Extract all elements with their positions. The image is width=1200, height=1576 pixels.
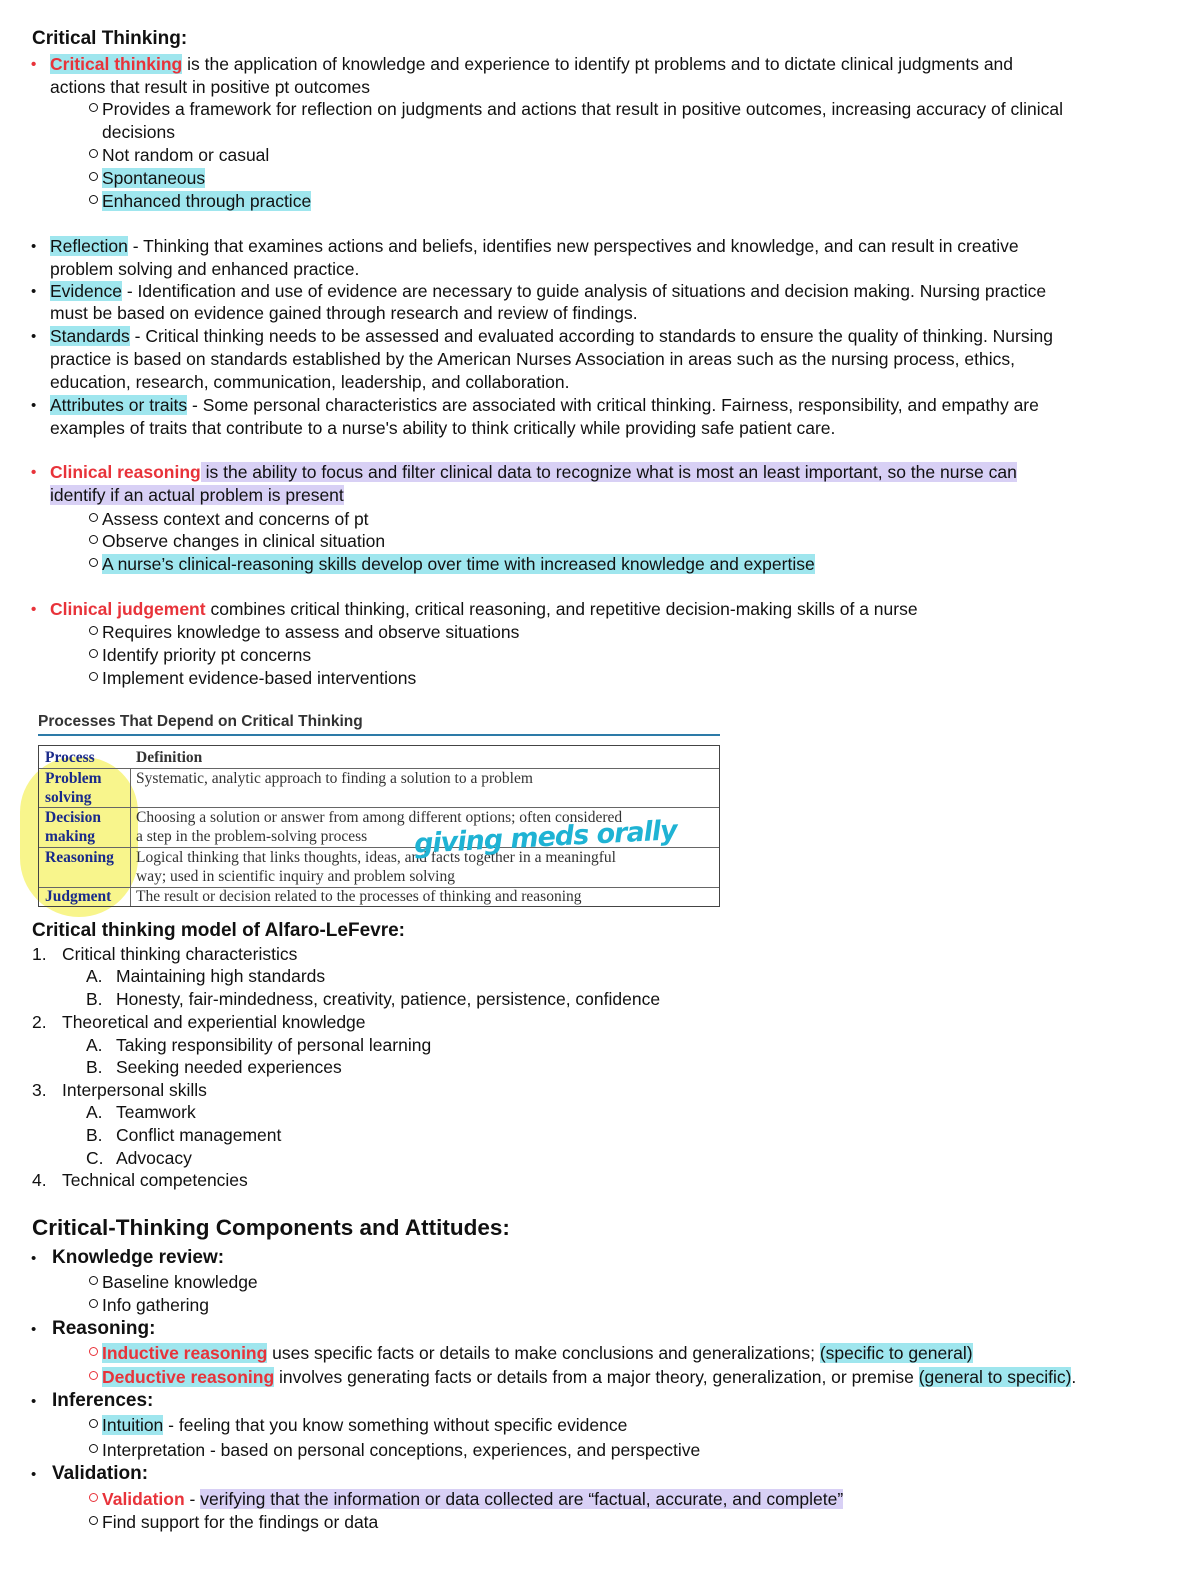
intuition-text: - feeling that you know something without specific evidence xyxy=(163,1415,628,1435)
cj-line xyxy=(50,598,918,621)
cj-sub-3: Implement evidence-based interventions xyxy=(102,668,417,688)
header-definition: Definition xyxy=(136,749,203,766)
model-item-3: Interpersonal skills xyxy=(62,1080,207,1100)
definition-line-1: Choosing a solution or answer from among different options; often considered xyxy=(136,809,623,826)
ct-sub-1b: decisions xyxy=(102,122,175,142)
validation-dash: - xyxy=(184,1489,201,1509)
circle-bullet-icon xyxy=(89,1419,98,1428)
cj-sub-1: Requires knowledge to assess and observe situations xyxy=(102,622,520,642)
model-item-2: Theoretical and experiential knowledge xyxy=(62,1012,366,1032)
cr-definition-text: is the ability to focus and filter clinical data to recognize what is most an least important, so the nurse can xyxy=(200,462,1017,482)
deductive-line xyxy=(102,1366,1076,1389)
cr-line-1 xyxy=(50,461,1017,484)
evidence-line-2: must be based on evidence gained through research and review of findings. xyxy=(50,303,638,323)
bullet-icon: • xyxy=(31,1466,37,1483)
inductive-tag: (specific to general) xyxy=(819,1343,973,1363)
knowledge-1: Baseline knowledge xyxy=(102,1272,258,1292)
model-item-3c: Advocacy xyxy=(116,1148,192,1168)
attributes-line-1 xyxy=(50,394,1039,417)
term-reflection: Reflection xyxy=(50,236,128,256)
process-line-1: Reasoning xyxy=(45,849,114,866)
term-evidence: Evidence xyxy=(50,281,122,301)
deductive-tag: (general to specific) xyxy=(918,1367,1072,1387)
bullet-icon: • xyxy=(31,601,37,618)
table-row xyxy=(39,847,719,888)
circle-bullet-icon xyxy=(89,1299,98,1308)
list-number: 4. xyxy=(32,1170,47,1190)
cj-definition-text: combines critical thinking, critical reasoning, and repetitive decision-making skills of a nurse xyxy=(205,599,918,619)
circle-bullet-icon xyxy=(89,1493,98,1502)
definition-line-1: Systematic, analytic approach to finding a solution to a problem xyxy=(136,770,533,787)
cr-sub-2: Observe changes in clinical situation xyxy=(102,531,386,551)
circle-bullet-icon xyxy=(89,1444,98,1453)
ct-definition-line-2: actions that result in positive pt outcomes xyxy=(50,77,371,97)
process-line-1: Problem xyxy=(45,770,102,787)
cr-line-2 xyxy=(50,484,344,507)
term-standards: Standards xyxy=(50,326,130,346)
bullet-icon: • xyxy=(31,1393,37,1410)
process-line-2: making xyxy=(45,828,95,845)
components-title: Critical-Thinking Components and Attitudes: xyxy=(32,1215,510,1240)
deductive-end: . xyxy=(1071,1367,1077,1387)
interpretation-line: Interpretation - based on personal conceptions, experiences, and perspective xyxy=(102,1440,701,1460)
table-row xyxy=(39,768,719,808)
model-item-2a: Taking responsibility of personal learning xyxy=(116,1035,432,1055)
ct-definition-text: is the application of knowledge and experience to identify pt problems and to dictate clinical judgments and xyxy=(182,54,1014,74)
circle-bullet-icon xyxy=(89,535,98,544)
model-item-1: Critical thinking characteristics xyxy=(62,944,298,964)
circle-bullet-icon xyxy=(89,195,98,204)
circle-bullet-icon xyxy=(89,649,98,658)
header-process: Process xyxy=(45,749,95,766)
ct-sub-3 xyxy=(102,167,205,190)
circle-bullet-icon xyxy=(89,1371,98,1380)
model-item-4: Technical competencies xyxy=(62,1170,248,1190)
definition-cell xyxy=(136,848,616,886)
process-cell xyxy=(45,808,101,846)
circle-bullet-icon xyxy=(89,1516,98,1525)
highlight-cr-sub-3: A nurse’s clinical-reasoning skills develop over time with increased knowledge and expertise xyxy=(102,554,815,574)
attributes-line-2: examples of traits that contribute to a nurse's ability to think critically while providing safe patient care. xyxy=(50,418,836,438)
model-item-1b: Honesty, fair-mindedness, creativity, patience, persistence, confidence xyxy=(116,989,661,1009)
bullet-icon: • xyxy=(31,464,37,481)
model-title: Critical thinking model of Alfaro-LeFevre: xyxy=(32,920,406,941)
standards-line-1 xyxy=(50,325,1053,348)
inferences-title: Inferences: xyxy=(52,1390,154,1411)
definition-line-2: way; used in scientific inquiry and problem solving xyxy=(136,868,455,885)
process-line-1: Decision xyxy=(45,809,101,826)
circle-bullet-icon xyxy=(89,1347,98,1356)
knowledge-review-title: Knowledge review: xyxy=(52,1247,225,1268)
definition-line-2: a step in the problem-solving process xyxy=(136,828,368,845)
inductive-text: uses specific facts or details to make conclusions and generalizations; xyxy=(267,1343,820,1363)
circle-bullet-icon xyxy=(89,513,98,522)
highlight-enhanced: Enhanced through practice xyxy=(102,191,312,211)
ct-sub-1a: Provides a framework for reflection on judgments and actions that result in positive outcomes, increasing accuracy of clinical xyxy=(102,99,1064,119)
bullet-icon: • xyxy=(31,1250,37,1267)
term-inductive-reasoning: Inductive reasoning xyxy=(102,1343,268,1363)
standards-line-3: education, research, communication, leadership, and collaboration. xyxy=(50,372,570,392)
evidence-text: - Identification and use of evidence are necessary to guide analysis of situations and decision making. Nursing practice xyxy=(122,281,1047,301)
term-validation: Validation xyxy=(102,1489,185,1509)
list-letter: C. xyxy=(86,1148,104,1168)
circle-bullet-icon xyxy=(89,672,98,681)
table-header-row xyxy=(39,746,719,769)
cj-sub-2: Identify priority pt concerns xyxy=(102,645,312,665)
reflection-text: - Thinking that examines actions and beliefs, identifies new perspectives and knowledge, and can result in creative xyxy=(127,236,1019,256)
model-item-3b: Conflict management xyxy=(116,1125,282,1145)
highlight-spontaneous: Spontaneous xyxy=(102,168,206,188)
validation-2: Find support for the findings or data xyxy=(102,1512,379,1532)
process-cell xyxy=(45,887,111,906)
standards-line-2: practice is based on standards established by the American Nurses Association in areas such as the nursing process, ethics, xyxy=(50,349,1015,369)
intuition-line xyxy=(102,1414,627,1437)
list-letter: A. xyxy=(86,966,103,986)
term-deductive-reasoning: Deductive reasoning xyxy=(102,1367,275,1387)
process-cell xyxy=(45,848,114,867)
cr-sub-1: Assess context and concerns of pt xyxy=(102,509,369,529)
bullet-icon: • xyxy=(31,283,37,300)
bullet-icon: • xyxy=(31,397,37,414)
circle-bullet-icon xyxy=(89,558,98,567)
deductive-text: involves generating facts or details from a major theory, generalization, or premise xyxy=(274,1367,919,1387)
bullet-icon: • xyxy=(31,1321,37,1338)
section-title-critical-thinking: Critical Thinking: xyxy=(32,28,188,49)
knowledge-2: Info gathering xyxy=(102,1295,210,1315)
attributes-text: - Some personal characteristics are associated with critical thinking. Fairness, responsibility, and empathy are xyxy=(187,395,1039,415)
ct-definition-line-1 xyxy=(50,53,1013,76)
list-number: 3. xyxy=(32,1080,47,1100)
bullet-icon: • xyxy=(31,328,37,345)
handwritten-annotation: giving meds orally xyxy=(413,815,678,860)
cr-sub-3 xyxy=(102,553,815,576)
figure-title: Processes That Depend on Critical Thinking xyxy=(38,713,363,730)
process-line-2: solving xyxy=(45,789,92,806)
list-number: 1. xyxy=(32,944,47,964)
bullet-icon: • xyxy=(31,238,37,255)
model-item-1a: Maintaining high standards xyxy=(116,966,326,986)
list-letter: A. xyxy=(86,1102,103,1122)
definition-line-1: The result or decision related to the processes of thinking and reasoning xyxy=(136,888,582,905)
reflection-line-2: problem solving and enhanced practice. xyxy=(50,259,360,279)
ct-sub-2: Not random or casual xyxy=(102,145,270,165)
cr-definition-text-2: identify if an actual problem is present xyxy=(50,485,344,505)
model-item-2b: Seeking needed experiences xyxy=(116,1057,342,1077)
term-clinical-reasoning: Clinical reasoning xyxy=(50,462,201,482)
list-number: 2. xyxy=(32,1012,47,1032)
figure-rule xyxy=(38,734,720,736)
definition-cell xyxy=(136,769,533,788)
circle-bullet-icon xyxy=(89,1276,98,1285)
list-letter: B. xyxy=(86,1125,103,1145)
reflection-line-1 xyxy=(50,235,1019,258)
inductive-line xyxy=(102,1342,973,1365)
term-attributes: Attributes or traits xyxy=(50,395,188,415)
standards-text: - Critical thinking needs to be assessed and evaluated according to standards to ensure the quality of thinking. Nursing xyxy=(129,326,1053,346)
term-intuition: Intuition xyxy=(102,1415,164,1435)
validation-text: verifying that the information or data collected are “factual, accurate, and complete” xyxy=(200,1489,844,1509)
circle-bullet-icon xyxy=(89,103,98,112)
list-letter: B. xyxy=(86,989,103,1009)
definition-cell xyxy=(136,887,582,906)
process-line-1: Judgment xyxy=(45,888,112,905)
model-item-3a: Teamwork xyxy=(116,1102,196,1122)
circle-bullet-icon xyxy=(89,626,98,635)
circle-bullet-icon xyxy=(89,172,98,181)
list-letter: B. xyxy=(86,1057,103,1077)
validation-title: Validation: xyxy=(52,1463,149,1484)
ct-sub-4 xyxy=(102,190,311,213)
term-critical-thinking: Critical thinking xyxy=(50,54,183,74)
validation-line xyxy=(102,1488,843,1511)
term-clinical-judgement: Clinical judgement xyxy=(50,599,206,619)
process-cell xyxy=(45,769,102,807)
reasoning-title: Reasoning: xyxy=(52,1318,156,1339)
list-letter: A. xyxy=(86,1035,103,1055)
evidence-line-1 xyxy=(50,280,1046,303)
circle-bullet-icon xyxy=(89,149,98,158)
definition-line-1: Logical thinking that links thoughts, ideas, and facts together in a meaningful xyxy=(136,849,616,866)
bullet-icon: • xyxy=(31,56,37,73)
table-row xyxy=(39,887,719,906)
